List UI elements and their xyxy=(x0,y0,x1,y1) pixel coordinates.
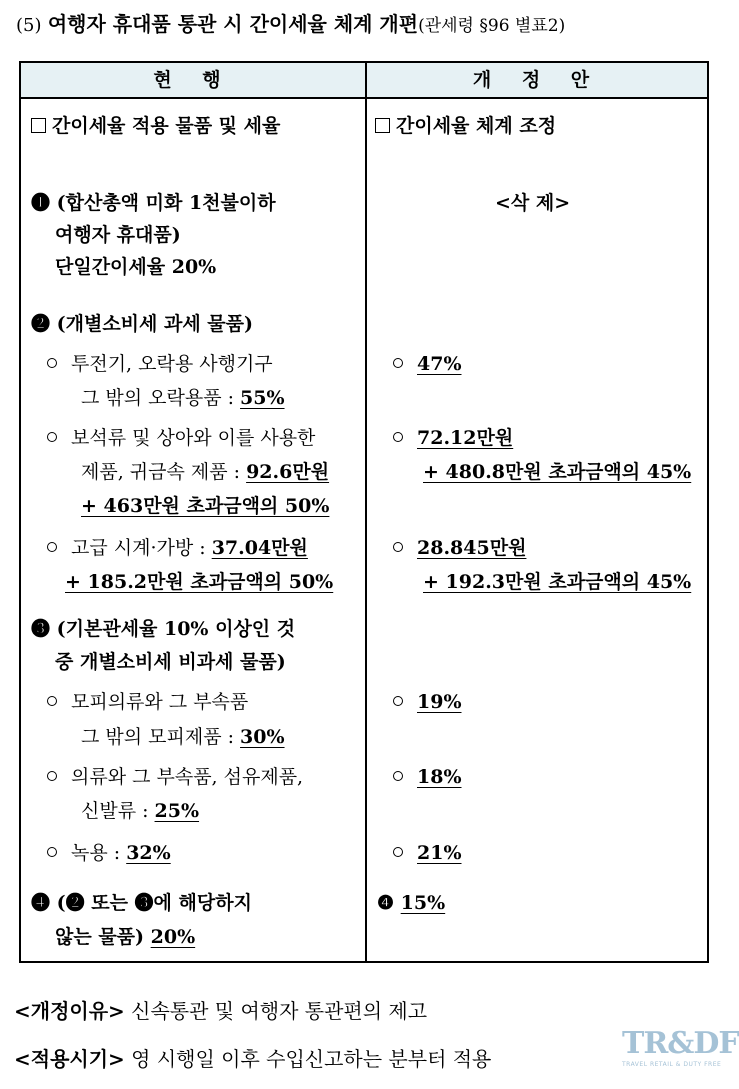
g2-item3-rate-b: + 185.2만원 초과금액의 50% xyxy=(65,571,334,593)
g4-rate: 20% xyxy=(150,926,196,948)
reason-label: <개정이유> xyxy=(14,999,125,1023)
bullet-circle-icon xyxy=(47,542,57,552)
comparison-table xyxy=(19,61,709,963)
title-number: (5) xyxy=(16,15,42,36)
deleted-label: <삭 제> xyxy=(495,192,571,214)
r-g2-item1: 47% xyxy=(393,347,462,381)
header-current: 현 행 xyxy=(153,69,233,91)
g3-item2-line2: 신발류 : 25% xyxy=(81,800,200,822)
amendment-reason xyxy=(14,996,427,1026)
header-revised: 개 정 안 xyxy=(472,69,602,91)
table-header-row xyxy=(21,63,707,99)
title-reference: (관세령 §96 별표2) xyxy=(418,16,566,36)
bullet-circle-icon xyxy=(393,542,403,552)
g2-item3-rate-a: 37.04만원 xyxy=(211,537,308,559)
bullet-circle-icon xyxy=(393,696,403,706)
g2-item1-line1: 투전기, 오락용 사행기구 xyxy=(47,347,273,381)
r-g3-item3: 21% xyxy=(393,836,462,870)
watermark-logo: TR&DF TRAVEL RETAIL & DUTY FREE xyxy=(622,1026,739,1068)
g2-item3-line1: 고급 시계·가방 : 37.04만원 xyxy=(47,531,308,565)
r-g3-item2: 18% xyxy=(393,760,462,794)
title-main: 여행자 휴대품 통관 시 간이세율 체계 개편 xyxy=(47,12,419,36)
g2-item1-rate: 55% xyxy=(240,387,285,409)
date-label: <적용시기> xyxy=(14,1047,125,1071)
bullet-circle-icon xyxy=(47,432,57,442)
r-g2-item3-line1: 28.845만원 xyxy=(393,531,526,565)
g4-line2: 않는 물품) 20% xyxy=(55,926,196,948)
g2-item2-rate-a: 92.6만원 xyxy=(246,461,330,483)
g2-item2-line2: 제품, 귀금속 제품 : 92.6만원 xyxy=(81,461,330,483)
checkbox-icon xyxy=(31,118,46,133)
bullet-circle-icon xyxy=(47,696,57,706)
bullet-circle-icon xyxy=(393,432,403,442)
bullet-circle-icon xyxy=(393,771,403,781)
g3-item2-line1: 의류와 그 부속품, 섬유제품, xyxy=(47,760,303,794)
g3-item1-line2: 그 밖의 모피제품 : 30% xyxy=(81,726,285,748)
reason-text: 신속통관 및 여행자 통관편의 제고 xyxy=(124,999,428,1023)
bullet-circle-icon xyxy=(393,358,403,368)
bullet-circle-icon xyxy=(393,847,403,857)
g1-line2: 여행자 휴대품) xyxy=(55,224,181,246)
g2-item1-line2: 그 밖의 오락용품 : 55% xyxy=(81,387,285,409)
g3-item3-line1: 녹용 : 32% xyxy=(47,836,171,870)
r-g3-item1: 19% xyxy=(393,685,462,719)
column-divider xyxy=(365,63,367,961)
g3-item1-line1: 모피의류와 그 부속품 xyxy=(47,685,248,719)
g3-item1-rate: 30% xyxy=(240,726,285,748)
g2-item2-line1: 보석류 및 상아와 이를 사용한 xyxy=(47,421,315,455)
bullet-circle-icon xyxy=(47,847,57,857)
r-g2-item2-line1: 72.12만원 xyxy=(393,421,513,455)
g2-heading: ❷ (개별소비세 과세 물품) xyxy=(31,313,254,335)
r-g2-item2-line2: + 480.8만원 초과금액의 45% xyxy=(423,461,692,483)
r-g2-item3-line2: + 192.3만원 초과금액의 45% xyxy=(423,571,692,593)
effective-date xyxy=(14,1044,491,1074)
g2-item2-rate-b: + 463만원 초과금액의 50% xyxy=(81,495,330,517)
document-title xyxy=(16,10,565,40)
bullet-circle-icon xyxy=(47,358,57,368)
g3-heading-line1: ❸ (기본관세율 10% 이상인 것 xyxy=(31,618,296,640)
g3-item3-rate: 32% xyxy=(126,842,171,864)
bullet-circle-icon xyxy=(47,771,57,781)
g4-line1: ❹ (❷ 또는 ❸에 해당하지 xyxy=(31,892,252,914)
g1-line1: ❶ (합산총액 미화 1천불이하 xyxy=(31,192,276,214)
left-section-title: 간이세율 적용 물품 및 세율 xyxy=(31,109,280,143)
g1-line3: 단일간이세율 20% xyxy=(55,256,217,278)
g3-heading-line2: 중 개별소비세 비과세 물품) xyxy=(55,651,286,673)
g3-item2-rate: 25% xyxy=(154,800,200,822)
right-section-title: 간이세율 체계 조정 xyxy=(375,109,556,143)
date-text: 영 시행일 이후 수입신고하는 분부터 적용 xyxy=(124,1047,492,1071)
checkbox-icon xyxy=(375,118,390,133)
r-g4: ❹ 15% xyxy=(377,892,446,914)
